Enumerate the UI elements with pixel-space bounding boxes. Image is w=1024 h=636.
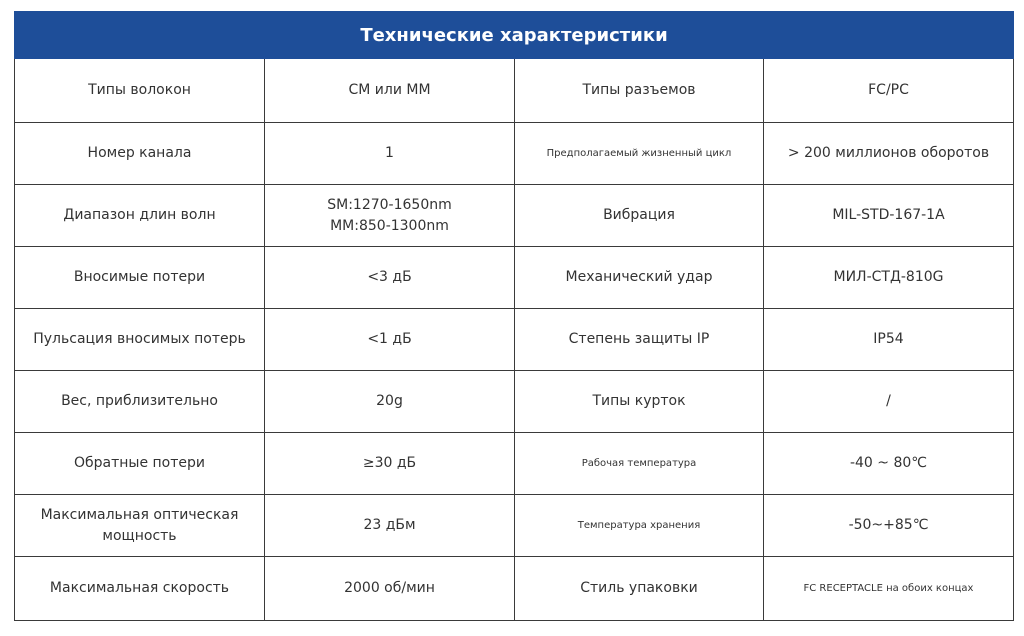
table-row [15, 309, 1014, 371]
param-name: Механический удар [515, 247, 764, 309]
param-value [265, 371, 515, 433]
param-value [265, 495, 515, 557]
param-value: FC RECEPTACLE на обоих концах [764, 557, 1014, 621]
param-value: FC/PC [764, 59, 1014, 123]
param-name: Вибрация [515, 185, 764, 247]
value-line: SM:1270-1650nm [327, 196, 452, 213]
param-value [265, 123, 515, 185]
param-name: Стиль упаковки [515, 557, 764, 621]
param-name: Вносимые потери [15, 247, 265, 309]
table-row [15, 247, 1014, 309]
value-line: MM:850-1300nm [330, 217, 449, 234]
table-row [15, 557, 1014, 621]
param-name: Температура хранения [515, 495, 764, 557]
value-line: 1 [385, 145, 394, 161]
value-line: ≥30 дБ [362, 455, 417, 471]
param-name: Вес, приблизительно [15, 371, 265, 433]
value-line: <1 дБ [367, 331, 412, 347]
table-row [15, 185, 1014, 247]
table-row [15, 59, 1014, 123]
param-name: Максимальная оптическая мощность [15, 495, 265, 557]
specifications-table [14, 11, 1014, 621]
param-name: Типы волокон [15, 59, 265, 123]
param-value [265, 59, 515, 123]
param-name: Рабочая температура [515, 433, 764, 495]
value-line: <3 дБ [367, 269, 412, 285]
param-value: -50~+85℃ [764, 495, 1014, 557]
value-line: 2000 об/мин [344, 580, 435, 596]
param-value [265, 433, 515, 495]
value-line: 23 дБм [363, 517, 416, 533]
param-name: Номер канала [15, 123, 265, 185]
param-value: МИЛ-СТД-810G [764, 247, 1014, 309]
param-name: Типы курток [515, 371, 764, 433]
param-name: Предполагаемый жизненный цикл [515, 123, 764, 185]
param-name: Максимальная скорость [15, 557, 265, 621]
param-value: / [764, 371, 1014, 433]
param-value: > 200 миллионов оборотов [764, 123, 1014, 185]
table-title: Технические характеристики [15, 12, 1014, 59]
table-row [15, 371, 1014, 433]
param-value [265, 185, 515, 247]
value-line: 20g [376, 393, 403, 409]
table-row [15, 495, 1014, 557]
value-line: CM или MM [348, 82, 431, 98]
param-value: MIL-STD-167-1A [764, 185, 1014, 247]
param-value [265, 247, 515, 309]
param-name: Пульсация вносимых потерь [15, 309, 265, 371]
param-name: Диапазон длин волн [15, 185, 265, 247]
param-value [265, 309, 515, 371]
param-name: Обратные потери [15, 433, 265, 495]
param-value: -40 ~ 80℃ [764, 433, 1014, 495]
table-row [15, 433, 1014, 495]
param-value: IP54 [764, 309, 1014, 371]
table-row [15, 123, 1014, 185]
param-name: Степень защиты IP [515, 309, 764, 371]
param-name: Типы разъемов [515, 59, 764, 123]
table-title-row [15, 12, 1014, 59]
param-value [265, 557, 515, 621]
